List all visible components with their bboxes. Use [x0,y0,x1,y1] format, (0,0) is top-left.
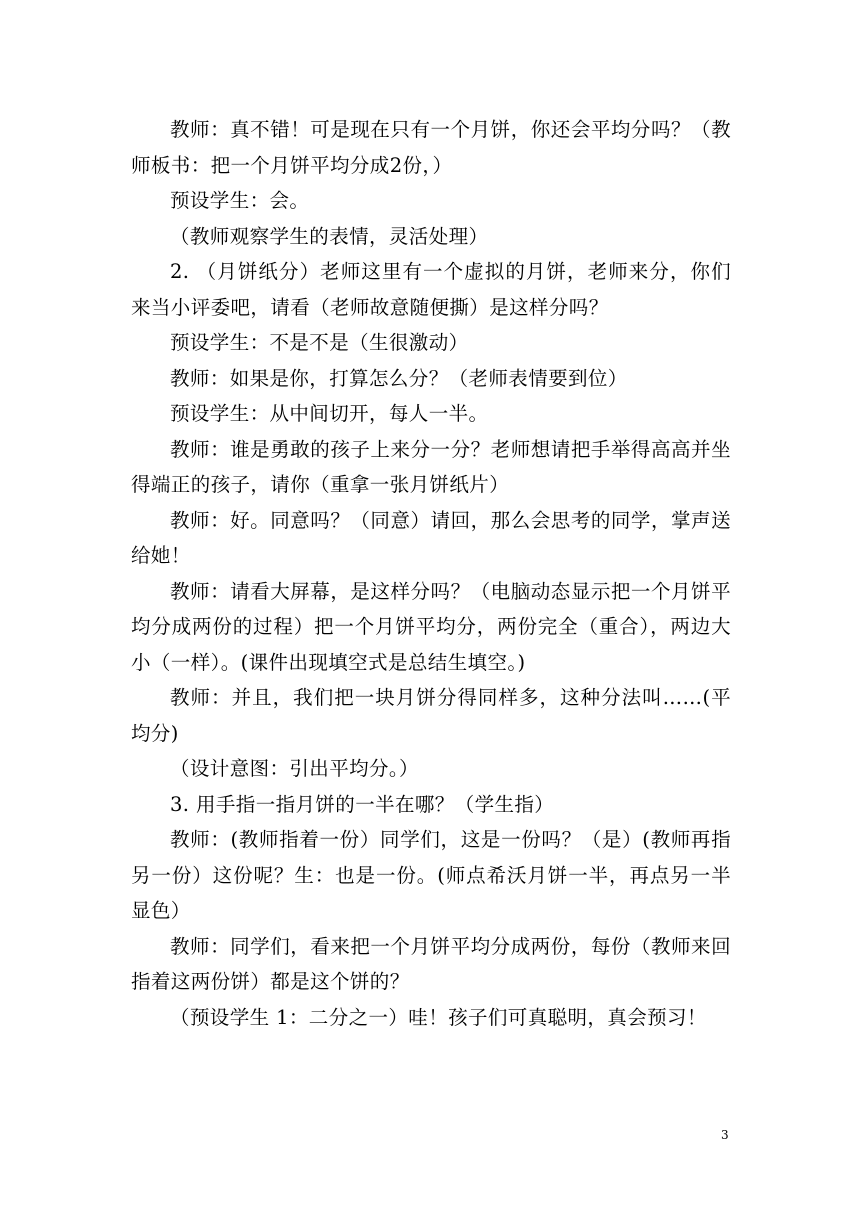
page-number: 3 [721,1128,729,1142]
paragraph: （教师观察学生的表情，灵活处理） [170,224,489,248]
paragraph: 教师：同学们，看来把一个月饼平均分成两份，每份（教师来回指着这两份饼）都是这个饼的？ [131,934,731,993]
paragraph: 教师：并且，我们把一块月饼分得同样多，这种分法叫……(平均分) [131,686,731,745]
paragraph: （设计意图：引出平均分。） [170,757,419,780]
paragraph: 教师：请看大屏幕，是这样分吗？（电脑动态显示把一个月饼平均分成两份的过程）把一个月饼平均分，两份完全（重合），两边大小（一样）。(课件出现填空式是总结生填空。) [131,579,731,674]
paragraph: 预设学生：从中间切开，每人一半。 [170,402,489,425]
paragraph: 2. （月饼纸分）老师这里有一个虚拟的月饼，老师来分，你们来当小评委吧，请看（老师故意随便撕）是这样分吗？ [131,260,731,319]
paragraph: 教师：真不错！可是现在只有一个月饼，你还会平均分吗？（教师板书：把一个月饼平均分成2份，） [131,118,731,177]
paragraph: 教师：谁是勇敢的孩子上来分一分？老师想请把手举得高高并坐得端正的孩子，请你（重拿一张月饼纸片） [131,437,731,496]
paragraph: 预设学生：不是不是（生很激动） [170,331,469,354]
paragraph: 3. 用手指一指月饼的一半在哪？（学生指） [170,792,555,816]
paragraph: （预设学生 1：二分之一）哇！孩子们可真聪明，真会预习！ [170,1005,707,1029]
paragraph: 教师：(教师指着一份）同学们，这是一份吗？（是）(教师再指另一份）这份呢？生：也是一份。(师点希沃月饼一半，再点另一半显色） [131,828,731,922]
paragraph: 预设学生：会。 [170,189,310,212]
body-text [131,112,731,1035]
paragraph: 教师：好。同意吗？（同意）请回，那么会思考的同学，掌声送给她！ [131,508,731,567]
paragraph: 教师：如果是你，打算怎么分？（老师表情要到位） [170,366,628,390]
